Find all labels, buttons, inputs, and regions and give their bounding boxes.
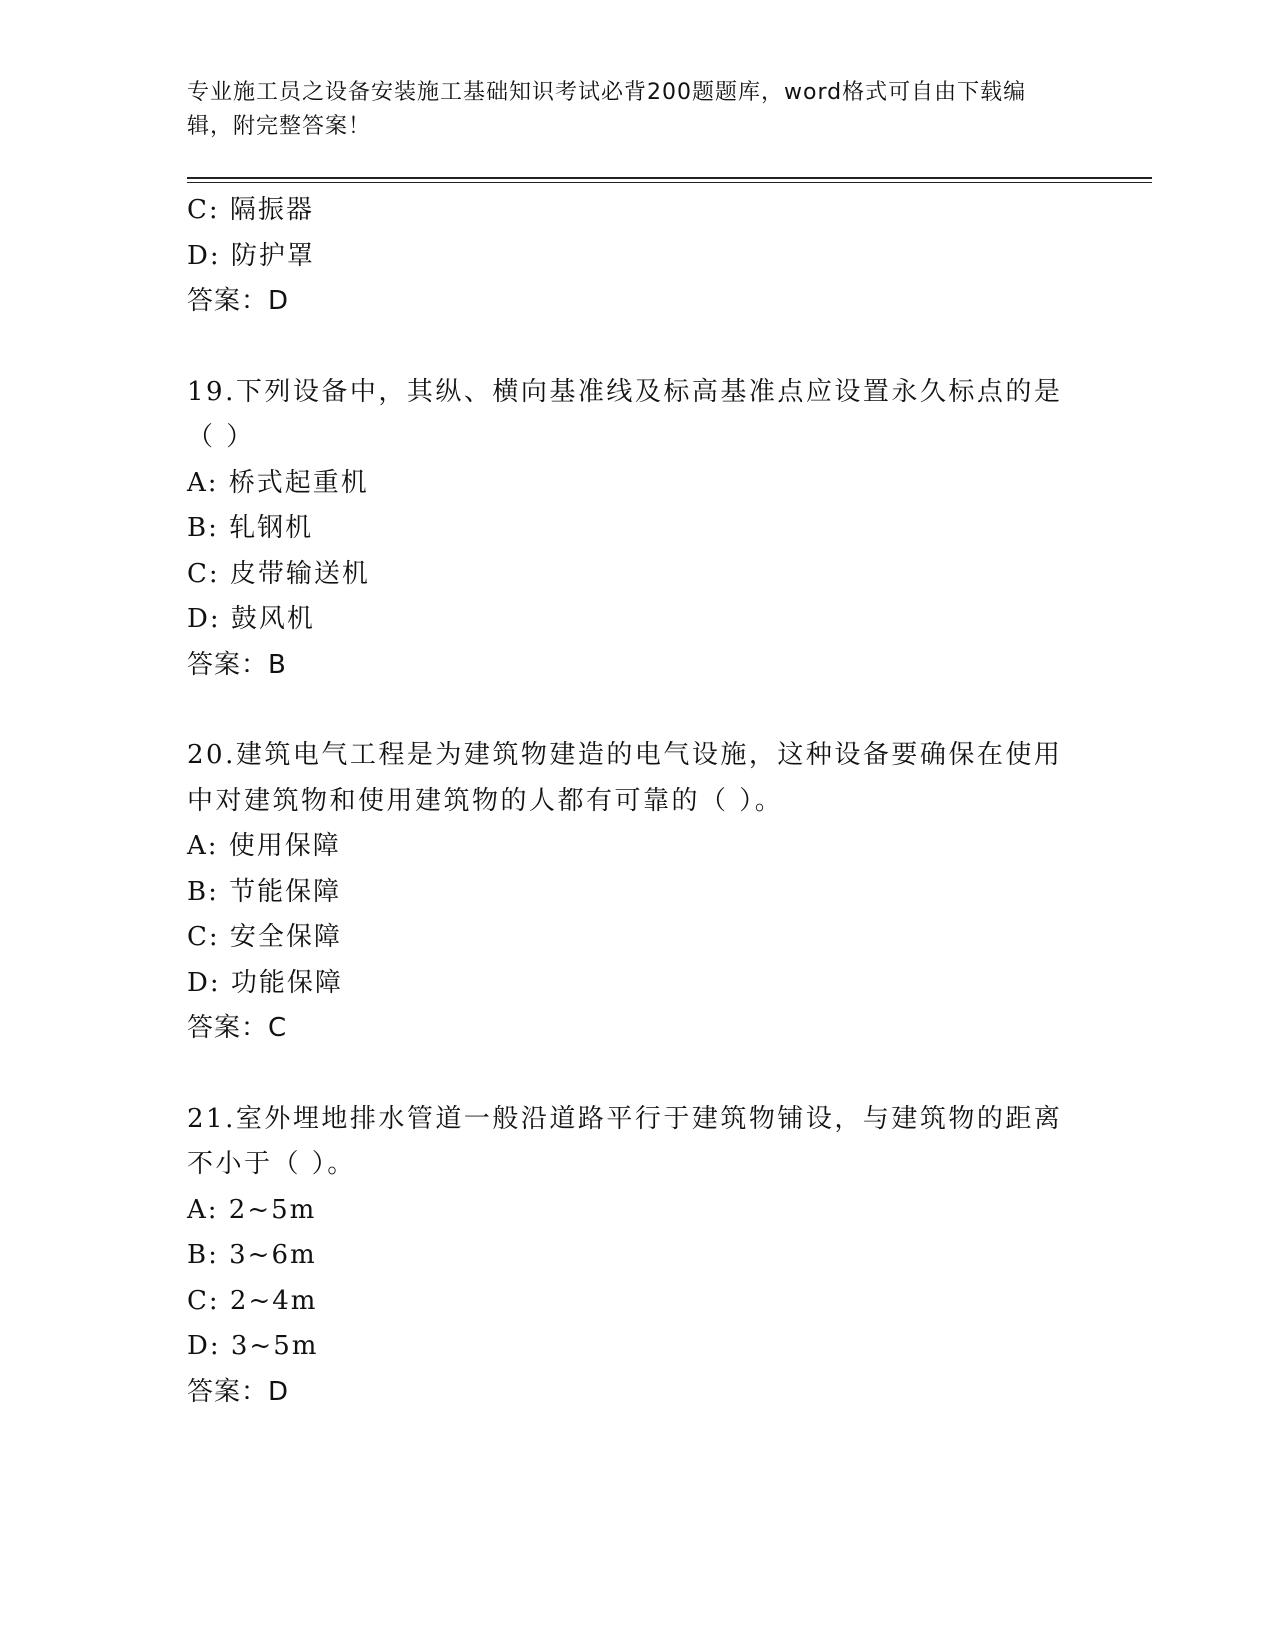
option-b: B: 轧钢机 <box>187 513 314 543</box>
answer: 答案：B <box>187 649 287 680</box>
document-header: 专业施工员之设备安装施工基础知识考试必背200题题库，word格式可自由下载编辑，附完整答案！ <box>187 80 1027 139</box>
option-a: A: 桥式起重机 <box>187 467 369 498</box>
option-c: C: 隔振器 <box>187 195 314 225</box>
option-a: A: 使用保障 <box>187 831 341 861</box>
option-c: C: 安全保障 <box>187 922 342 952</box>
header-rule <box>187 177 1152 179</box>
option-d: D: 鼓风机 <box>187 604 315 634</box>
question-21-text: 21.室外埋地排水管道一般沿道路平行于建筑物铺设，与建筑物的距离不小于（ ）。 <box>187 1103 1063 1179</box>
option-a: A: 2~5m <box>187 1194 317 1225</box>
question-list <box>187 188 1087 1415</box>
answer: 答案：C <box>187 1013 288 1043</box>
option-b: B: 3~6m <box>187 1240 317 1270</box>
option-d: D: 功能保障 <box>187 967 343 998</box>
option-c: C: 2~4m <box>187 1285 318 1316</box>
question-19-text: 19.下列设备中，其纵、横向基准线及标高基准点应设置永久标点的是（ ） <box>187 376 1063 452</box>
option-d: D: 防护罩 <box>187 240 315 271</box>
question-20-text: 20.建筑电气工程是为建筑物建造的电气设施，这种设备要确保在使用中对建筑物和使用建筑物的人都有可靠的（ ）。 <box>187 740 1063 816</box>
option-d: D: 3~5m <box>187 1331 319 1361</box>
answer: 答案：D <box>187 286 290 316</box>
header-rule-thin <box>187 182 1152 183</box>
option-b: B: 节能保障 <box>187 876 342 907</box>
answer: 答案：D <box>187 1376 290 1407</box>
option-c: C: 皮带输送机 <box>187 558 370 589</box>
